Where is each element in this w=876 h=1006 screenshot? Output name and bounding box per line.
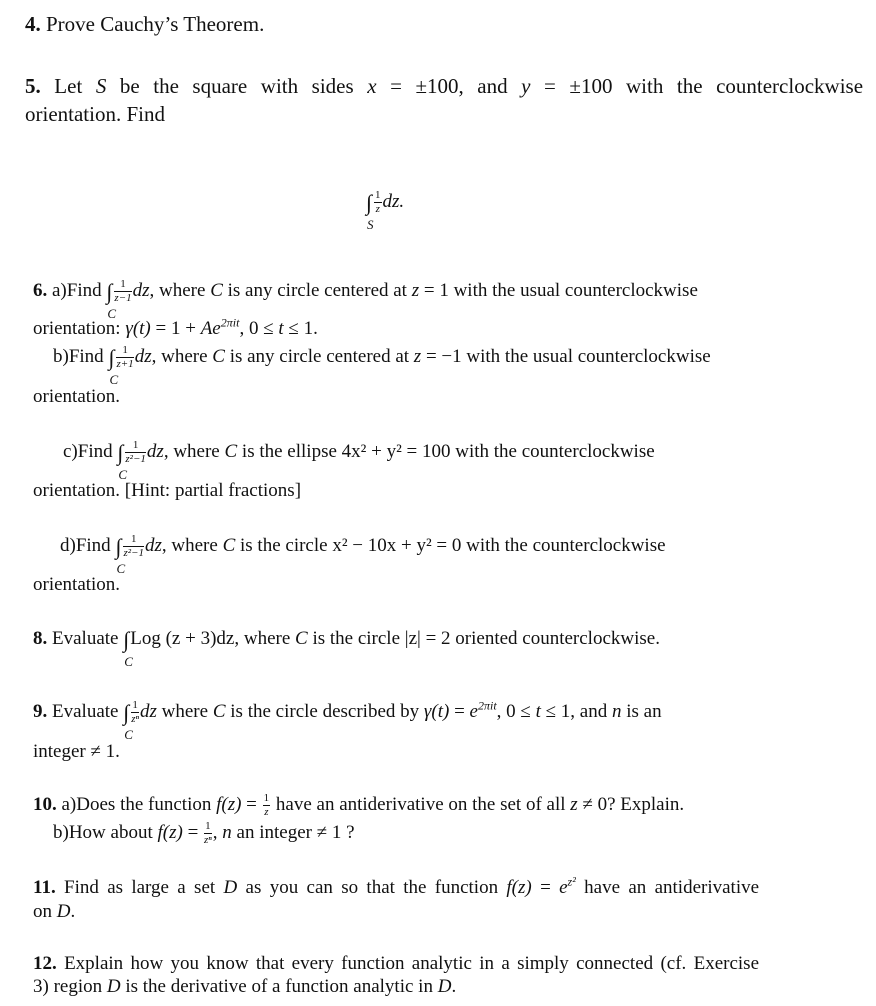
question-6b-line1: b)Find ∫ C $\frac{1}{z+1}$ dz, where C is any circle centered at z = −1 with the usual counterclockwise [53, 344, 711, 387]
question-5-line1: 5. Let S be the square with sides x = ±100, and y = ±100 with the counterclockwise [25, 74, 864, 98]
question-8: 8. Evaluate ∫ C Log (z + 3)dz, where C is the circle |z| = 2 oriented counterclockwise. [33, 626, 660, 669]
question-11-line1: 11. Find as large a set D as you can so that the function $f(z) = e^{z^2}$ have an antiderivative [33, 874, 760, 898]
question-5-integral: ∫ S $\frac{1}{z}$ dz. [366, 189, 405, 232]
question-10b: b)How about f(z) = $\frac{1}{\text{zⁿ}}$ , n an integer ≠ 1 ? [53, 820, 355, 846]
question-number: 4. [25, 12, 41, 36]
question-9-line1: 9. Evaluate ∫ C $\frac{1}{\text{zⁿ}}$ dz where C is the circle described by $\gamma(t) = e^{2\pi it}$, 0 ≤ t ≤ 1, and n is an [33, 698, 662, 742]
question-number: 6. [33, 279, 48, 301]
question-12-line2: 3) region D is the derivative of a function analytic in D. [33, 976, 457, 997]
fraction: $\frac{1}{\text{zⁿ}}$ [131, 699, 139, 725]
fraction: $\frac{1}{z}$ [263, 792, 270, 818]
fraction: $\frac{1}{\text{z²−1}}$ [123, 533, 144, 559]
integral-sign: ∫ C [106, 278, 117, 321]
question-number: 11. [33, 877, 56, 898]
question-number: 9. [33, 700, 48, 722]
question-text: Prove Cauchy’s Theorem. [46, 12, 265, 36]
question-6a-line2: orientation: $\gamma(t) = 1 + Ae^{2\pi it}$, 0 ≤ t ≤ 1. [33, 315, 318, 339]
integral-sign: ∫ C [115, 533, 126, 576]
question-number: 10. [33, 793, 57, 815]
question-6c-line1: c)Find ∫ C $\frac{1}{\text{z²−1}}$ dz, where C is the ellipse 4x² + y² = 100 with the counterclockwise [63, 439, 655, 482]
question-4 [25, 12, 264, 37]
question-number: 5. [25, 74, 41, 98]
question-6d-line1: d)Find ∫ C $\frac{1}{\text{z²−1}}$ dz, where C is the circle x² − 10x + y² = 0 with the counterclockwise [60, 533, 666, 576]
integral-sign: ∫ C [123, 626, 133, 669]
question-5-line2: orientation. Find [25, 102, 165, 126]
question-number: 8. [33, 628, 48, 649]
integral-sign: ∫ C [117, 439, 128, 482]
integral-sign: ∫ C [123, 699, 133, 742]
fraction: $\frac{1}{z}$ [375, 189, 381, 215]
question-6b-line2: orientation. [33, 386, 121, 407]
fraction: $\frac{1}{z-1}$ [114, 278, 132, 304]
question-number: 12. [33, 953, 57, 974]
question-6d-line2: orientation. [33, 574, 121, 595]
fraction: $\frac{1}{z+1}$ [116, 344, 134, 370]
integral-sign: ∫ S [366, 189, 374, 232]
question-12-line1: 12. Explain how you know that every function analytic in a simply connected (cf. Exercise [33, 953, 759, 974]
question-6a-line1: 6. a)Find ∫ C $\frac{1}{z-1}$ dz, where C is any circle centered at z = 1 with the usual counterclockwise [33, 278, 698, 321]
question-10a: 10. a)Does the function f(z) = $\frac{1}{z}$ have an antiderivative on the set of all z ≠ 0? Explain. [33, 792, 685, 818]
fraction: $\frac{1}{\text{zⁿ}}$ [204, 820, 212, 846]
question-6c-line2: orientation. [Hint: partial fractions] [33, 480, 302, 501]
question-11-line2: on D. [33, 901, 76, 922]
integral-sign: ∫ C [108, 344, 119, 387]
fraction: $\frac{1}{\text{z²−1}}$ [125, 439, 146, 465]
question-9-line2: integer ≠ 1. [33, 741, 120, 762]
